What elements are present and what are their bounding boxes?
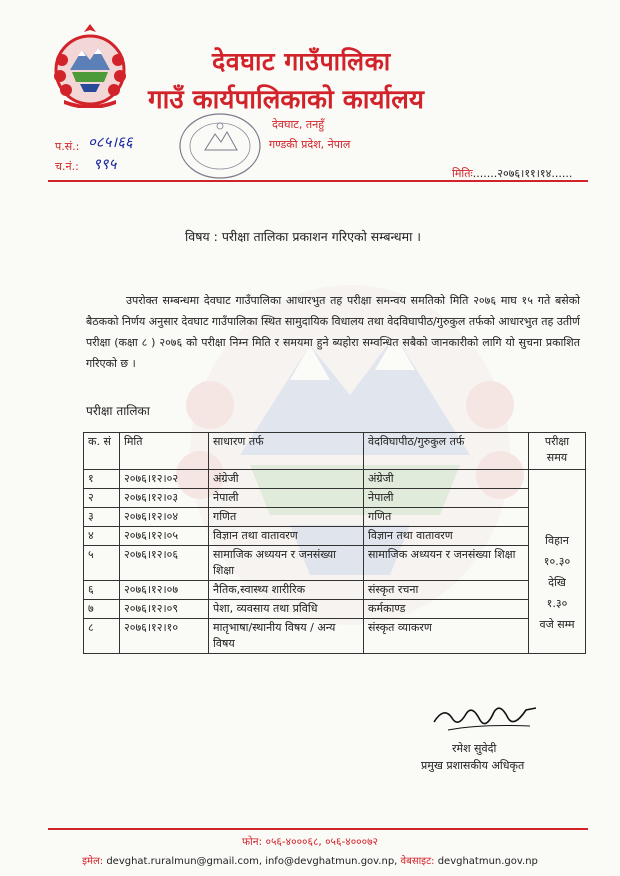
handwritten-signature-icon	[430, 700, 540, 736]
cell-date: २०७६।१२।०५	[120, 527, 209, 546]
body-paragraph: उपरोक्त सम्बन्धमा देवघाट गाउँपालिका आधारभुत तह परीक्षा समन्वय समतिको मिति २०७६ माघ १५ गते बसेको बैठकको निर्णय अनुसार देवघाट गाउँपालिका स्थित सामुदायिक विधालय तथा वेदविघापीठ/गुरुकुल तर्फको आधारभुत तह उतीर्ण परीक्षा (कक्षा ८ ) २०७६ को परीक्षा निम्न मिति र समयमा हुने ब्यहोरा सम्वन्धित सबैको जानकारीको लागि यो सुचना प्रकाशित गरिएको छ ।	[86, 294, 580, 370]
cell-vedic: नेपाली	[364, 489, 529, 508]
cell-date: २०७६।१२।०६	[120, 546, 209, 581]
footer-contacts	[0, 853, 620, 867]
cell-sn: ६	[84, 581, 120, 600]
table-header-row	[84, 433, 586, 470]
cell-sn: ३	[84, 508, 120, 527]
cn-value: ९९५	[93, 155, 117, 173]
table-title: परीक्षा तालिका	[86, 404, 150, 418]
cell-date: २०७६।१२।०३	[120, 489, 209, 508]
cell-sn: ४	[84, 527, 120, 546]
subject-line: विषय : परीक्षा तालिका प्रकाशन गरिएको सम्बन्धमा ।	[185, 229, 422, 244]
office-stamp-icon	[175, 110, 265, 182]
cell-general: मातृभाषा/स्थानीय विषय / अन्य विषय	[209, 619, 364, 654]
table-row	[84, 619, 586, 654]
cell-sn: ५	[84, 546, 120, 581]
table-row	[84, 546, 586, 581]
address-line1: देवघाट, तनहुँ	[272, 118, 325, 131]
website-value[interactable]: devghatmun.gov.np	[437, 856, 538, 867]
cell-general: सामाजिक अध्ययन र जनसंख्या शिक्षा	[209, 546, 364, 581]
cell-sn: ७	[84, 600, 120, 619]
cell-vedic: अंग्रेजी	[364, 470, 529, 489]
address-line2: गण्डकी प्रदेश, नेपाल	[269, 138, 351, 151]
header-divider	[48, 180, 588, 182]
header-time: परीक्षा समय	[529, 433, 586, 470]
cell-date: २०७६।१२।०७	[120, 581, 209, 600]
cell-general: विज्ञान तथा वातावरण	[209, 527, 364, 546]
cell-vedic: संस्कृत रचना	[364, 581, 529, 600]
cell-date: २०७६।१२।०२	[120, 470, 209, 489]
exam-schedule-table	[83, 432, 586, 654]
table-row	[84, 508, 586, 527]
cell-vedic: संस्कृत व्याकरण	[364, 619, 529, 654]
cell-general: पेशा, व्यवसाय तथा प्रविधि	[209, 600, 364, 619]
cell-vedic: कर्मकाण्ड	[364, 600, 529, 619]
cell-date: २०७६।१२।१०	[120, 619, 209, 654]
table-row	[84, 581, 586, 600]
date-dots-before: .......	[472, 167, 498, 180]
cell-general: अंग्रेजी	[209, 470, 364, 489]
email-value[interactable]: devghat.ruralmun@gmail.com, info@devghatmun.gov.np,	[106, 856, 398, 867]
header-date: मिति	[120, 433, 209, 470]
cell-date: २०७६।१२।०९	[120, 600, 209, 619]
time-line4: १.३०	[546, 597, 568, 610]
header-general: साधारण तर्फ	[209, 433, 364, 470]
cell-exam-time	[529, 470, 586, 654]
time-line5: वजे सम्म	[539, 618, 575, 631]
date-value: २०७६।११।१४	[497, 167, 552, 180]
cell-general: नैतिक,स्वास्थ्य शारीरिक	[209, 581, 364, 600]
cell-sn: १	[84, 470, 120, 489]
office-name-line1: देवघाट गाउँपालिका	[212, 47, 391, 76]
phone-label: फोन:	[241, 836, 263, 848]
cn-label: च.नं.:	[55, 160, 79, 173]
header-vedic: वेदविघापीठ/गुरुकुल तर्फ	[364, 433, 529, 470]
date-dots-after: ......	[551, 167, 573, 180]
email-label: इमेल:	[82, 856, 104, 867]
cell-vedic: सामाजिक अध्ययन र जनसंख्या शिक्षा	[364, 546, 529, 581]
date-label: मितिः	[452, 167, 473, 180]
ps-label: प.सं.:	[55, 140, 80, 153]
table-row	[84, 600, 586, 619]
time-line2: १०.३०	[543, 555, 571, 568]
signatory-title: प्रमुख प्रशासकीय अधिकृत	[421, 759, 525, 772]
footer-divider	[48, 828, 588, 830]
header-sn: क. सं	[84, 433, 120, 470]
table-row	[84, 470, 586, 489]
cell-sn: ८	[84, 619, 120, 654]
website-label: वेबसाइट:	[400, 856, 435, 867]
cell-date: २०७६।१२।०४	[120, 508, 209, 527]
cell-general: नेपाली	[209, 489, 364, 508]
footer-phone	[0, 835, 620, 849]
table-row	[84, 527, 586, 546]
time-line3: देखि	[548, 576, 566, 589]
cell-vedic: गणित	[364, 508, 529, 527]
cell-sn: २	[84, 489, 120, 508]
nepal-emblem-icon	[50, 20, 130, 108]
date-line	[452, 166, 572, 181]
table-row	[84, 489, 586, 508]
cell-general: गणित	[209, 508, 364, 527]
office-name-line2: गाउँ कार्यपालिकाको कार्यालय	[148, 85, 424, 115]
signatory-name: रमेश सुवेदी	[452, 742, 497, 755]
phone-value: ०५६-४०००६८, ०५६-४०००७२	[265, 836, 379, 848]
ps-value: ०८५।६६	[88, 133, 133, 151]
cell-vedic: विज्ञान तथा वातावरण	[364, 527, 529, 546]
time-line1: विहान	[545, 534, 569, 547]
